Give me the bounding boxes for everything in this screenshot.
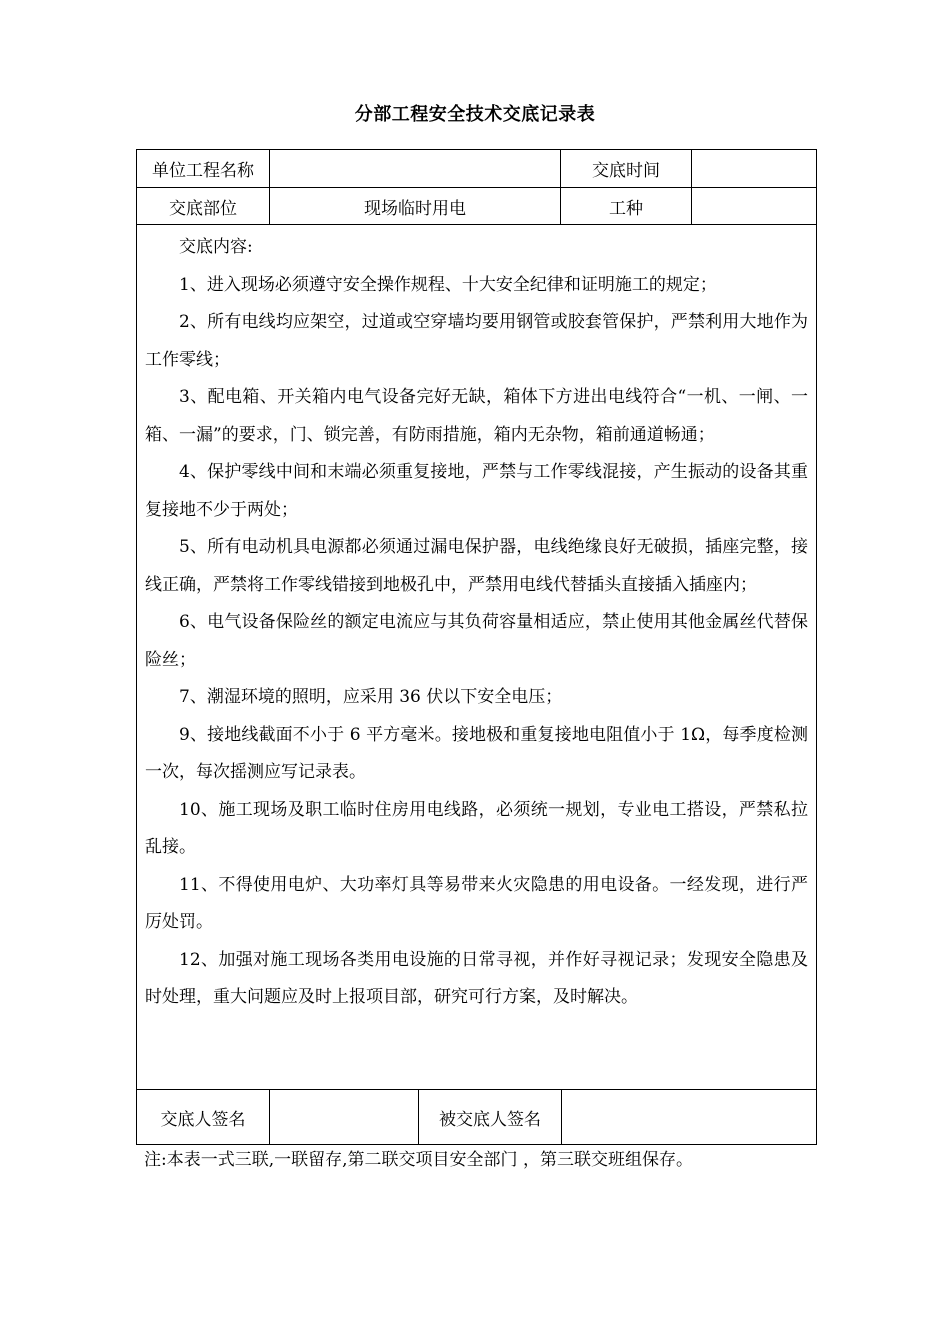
content-item: 3、配电箱、开关箱内电气设备完好无缺，箱体下方进出电线符合“一机、一闸、一箱、一漏”的要求，门、锁完善，有防雨措施，箱内无杂物，箱前通道畅通； [145,387,808,445]
content-item: 11、不得使用电炉、大功率灯具等易带来火灾隐患的用电设备。一经发现，进行严厉处罚。 [145,874,808,932]
content-item: 12、加强对施工现场各类用电设施的日常寻视，并作好寻视记录；发现安全隐患及时处理，重大问题应及时上报项目部，研究可行方案，及时解决。 [145,949,808,1007]
disclosure-content [137,225,817,1090]
discloser-signature-label: 交底人签名 [137,1090,270,1145]
content-item: 2、所有电线均应架空，过道或空穿墙均要用钢管或胶套管保护，严禁利用大地作为工作零线； [145,312,808,370]
unit-project-label: 单位工程名称 [137,150,270,188]
content-item: 5、所有电动机具电源都必须通过漏电保护器，电线绝缘良好无破损，插座完整，接线正确，严禁将工作零线错接到地极孔中，严禁用电线代替插头直接插入插座内； [145,537,808,595]
disclosure-part-field[interactable]: 现场临时用电 [270,188,561,225]
disclosure-time-label: 交底时间 [561,150,692,188]
content-item: 10、施工现场及职工临时住房用电线路，必须统一规划，专业电工搭设，严禁私拉乱接。 [145,799,808,857]
content-heading: 交底内容: [179,237,253,257]
trade-label: 工种 [561,188,692,225]
disclosure-time-field[interactable] [692,150,817,188]
page-title: 分部工程安全技术交底记录表 [354,104,596,125]
disclosure-table [136,149,817,1145]
disclosure-part-label: 交底部位 [137,188,270,225]
content-item: 9、接地线截面不小于 6 平方毫米。接地极和重复接地电阻值小于 1Ω，每季度检测一次，每次摇测应写记录表。 [145,724,808,782]
trade-field[interactable] [692,188,817,225]
content-item: 1、进入现场必须遵守安全操作规程、十大安全纪律和证明施工的规定； [179,274,717,295]
content-item: 7、潮湿环境的照明，应采用 36 伏以下安全电压； [179,687,563,707]
content-item: 6、电气设备保险丝的额定电流应与其负荷容量相适应，禁止使用其他金属丝代替保险丝； [145,612,808,670]
footnote: 注:本表一式三联,一联留存,第二联交项目安全部门 ，第三联交班组保存。 [144,1150,693,1170]
discloser-signature-field[interactable] [270,1090,419,1145]
receiver-signature-field[interactable] [562,1090,817,1145]
content-item: 4、保护零线中间和末端必须重复接地，严禁与工作零线混接，产生振动的设备其重复接地不少于两处； [145,462,808,520]
unit-project-field[interactable] [270,150,561,188]
receiver-signature-label: 被交底人签名 [419,1090,562,1145]
